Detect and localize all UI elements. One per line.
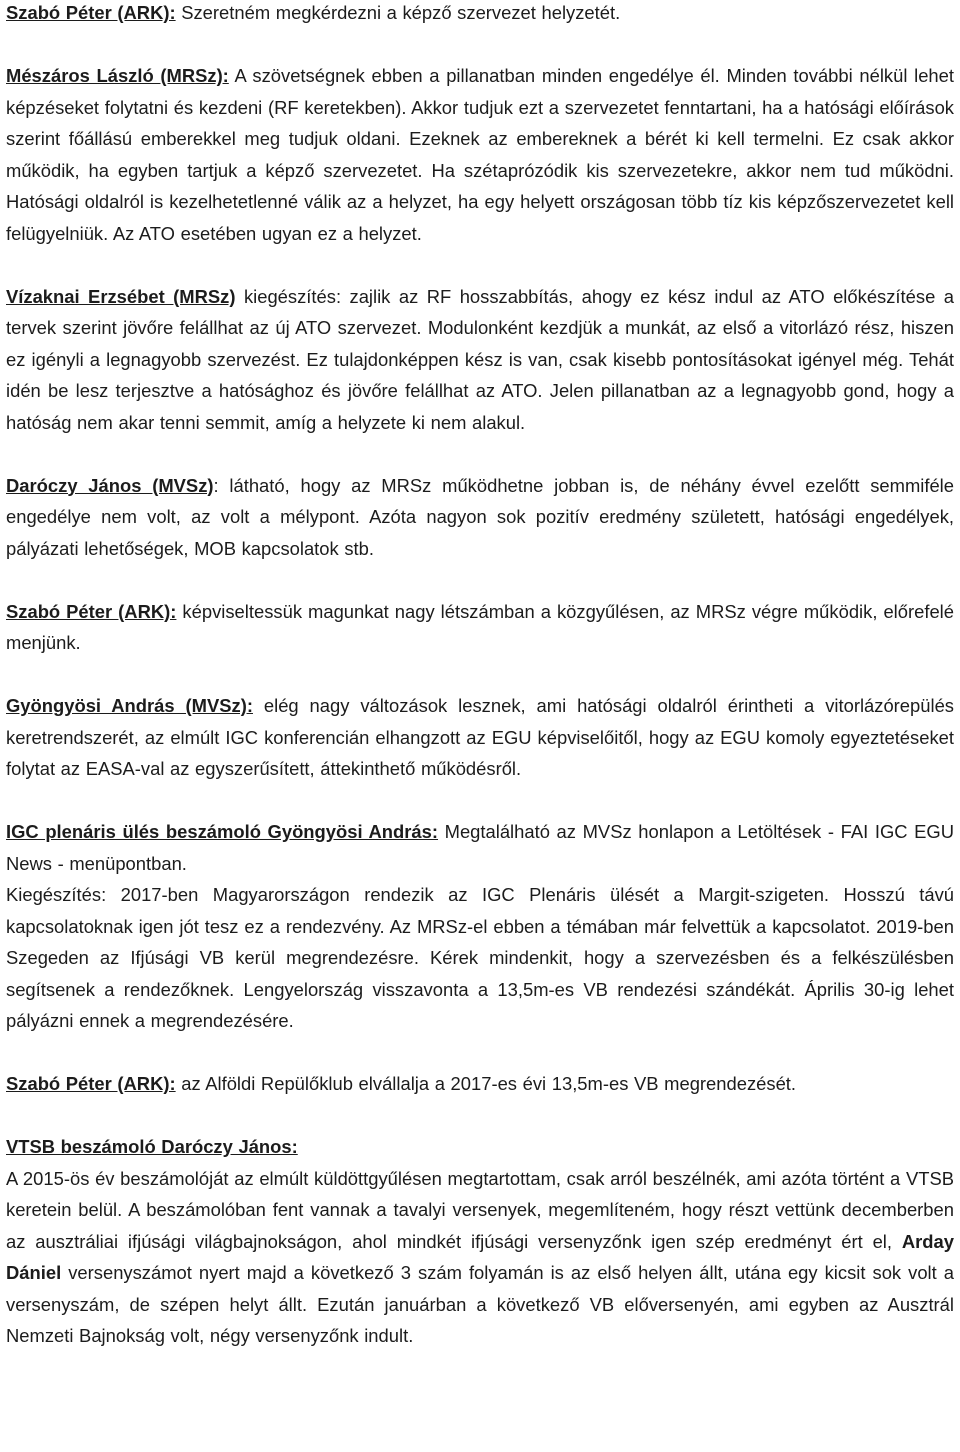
- speaker-label: Daróczy János (MVSz): [6, 474, 214, 496]
- paragraph-szabo-question: [6, 0, 954, 29]
- speaker-label: Gyöngyösi András (MVSz):: [6, 695, 253, 716]
- paragraph-vizaknai: [6, 281, 954, 439]
- paragraph-gyongyosi: [6, 690, 954, 785]
- paragraph-daroczy: [6, 470, 954, 565]
- paragraph-text: A 2015-ös év beszámolóját az elmúlt küldöttgyűlésen megtartottam, csak arról beszélnék, ami azóta történt a VTSB keretein belül. A beszámolóban fent vannak a tavalyi versenyek, megemlíteném, hogy részt vettünk decemberben az ausztráliai ifjúsági világbajnokságon, ahol mindkét ifjúsági versenyzőnk igen szép eredményt ért el,: [6, 1167, 954, 1252]
- paragraph-text: versenyszámot nyert majd a következő 3 szám folyamán is az első helyen állt, utána egy kicsit sok volt a versenyszám, de szépen helyt állt. Ezután januárban a következő VB előversenyén, ami egyben az Ausztrál Nemzeti Bajnokság volt, négy versenyzőnk indult.: [6, 1262, 954, 1346]
- paragraph-text: elég nagy változások lesznek, ami hatósági oldalról érintheti a vitorlázórepülés keretrendszerét, az elmúlt IGC konferencián elhangzott az EGU képviselőitől, hogy az EGU komoly egyeztetéseket folytat az EASA-val az egyszerűsített, áttekinthető működésről.: [6, 695, 954, 779]
- paragraph-igc-supplement: [6, 879, 954, 1037]
- highlighted-name: Arday Dániel: [6, 1230, 954, 1283]
- paragraph-szabo-general: [6, 596, 954, 659]
- paragraph-text: Szeretném megkérdezni a képző szervezet helyzetét.: [175, 2, 621, 23]
- paragraph-text: az Alföldi Repülőklub elvállalja a 2017-es évi 13,5m-es VB megrendezését.: [175, 1073, 797, 1094]
- speaker-label: Szabó Péter (ARK):: [6, 600, 177, 622]
- paragraph-vtsb-report: [6, 1163, 954, 1352]
- paragraph-igc-report: [6, 816, 954, 879]
- paragraph-szabo-vb: [6, 1068, 954, 1100]
- paragraph-text: : látható, hogy az MRSz működhetne jobban is, de néhány évvel ezelőtt semmiféle engedélye nem volt, az volt a mélypont. Azóta nagyon sok pozitív eredmény született, hatósági engedélyek, pályázati lehetőségek, MOB kapcsolatok stb.: [6, 474, 954, 559]
- paragraph-meszaros: [6, 60, 954, 249]
- section-heading: IGC plenáris ülés beszámoló Gyöngyösi András:: [6, 821, 439, 842]
- paragraph-text: Megtalálható az MVSz honlapon a Letöltések - FAI IGC EGU News - menüpontban.: [6, 821, 955, 874]
- paragraph-vtsb-heading: [6, 1131, 954, 1163]
- speaker-label: Vízaknai Erzsébet (MRSz): [6, 285, 236, 307]
- paragraph-text: kiegészítés: zajlik az RF hosszabbítás, ahogy ez kész indul az ATO előkészítése a tervek szerint jövőre felállhat az új ATO szervezet. Modulonként kezdjük a munkát, az első a vitorlázó rész, hiszen ez igényli a legnagyobb szervezést. Ez tulajdonképpen kész is van, csak kisebb pontosításokat igényel még. Tehát idén be lesz terjesztve a hatósághoz és jövőre felállhat az ATO. Jelen pillanatban az a legnagyobb gond, hogy a hatóság nem akar tenni semmit, amíg a helyzete ki nem alakul.: [6, 285, 954, 433]
- paragraph-text: képviseltessük magunkat nagy létszámban a közgyűlésen, az MRSz végre működik, előrefelé menjünk.: [6, 600, 954, 653]
- section-heading: VTSB beszámoló Daróczy János:: [6, 1136, 298, 1157]
- paragraph-text: A szövetségnek ebben a pillanatban minden engedélye él. Minden további nélkül lehet képzéseket folytatni és kezdeni (RF keretekben). Akkor tudjuk ezt a szervezetet fenntartani, ha a hatósági előírások szerint főállású emberekkel meg tudjuk oldani. Ezeknek az embereknek a bérét ki kell termelni. Ez csak akkor működik, ha egyben tartjuk a képző szervezetet. Ha szétaprózódik kis szervezetekre, akkor nem tud működni. Hatósági oldalról is kezelhetetlenné válik az a helyzet, ha egy helyett országosan több tíz kis képzőszervezetet kell felügyelniük. Az ATO esetében ugyan ez a helyzet.: [6, 65, 954, 244]
- speaker-label: Szabó Péter (ARK):: [6, 2, 176, 23]
- speaker-label: Mészáros László (MRSz):: [6, 65, 229, 86]
- paragraph-text: Kiegészítés: 2017-ben Magyarországon rendezik az IGC Plenáris ülését a Margit-szigeten. Hosszú távú kapcsolatoknak igen jót tesz ez a rendezvény. Az MRSz-el ebben a témában már felvettük a kapcsolatot. 2019-ben Szegeden az Ifjúsági VB kerül megrendezésre. Kérek mindenkit, hogy a szervezésben és a felkészülésben segítsenek a rendezőknek. Lengyelország visszavonta a 13,5m-es VB rendezési szándékát. Április 30-ig lehet pályázni ennek a megrendezésére.: [6, 884, 954, 1031]
- speaker-label: Szabó Péter (ARK):: [6, 1073, 176, 1094]
